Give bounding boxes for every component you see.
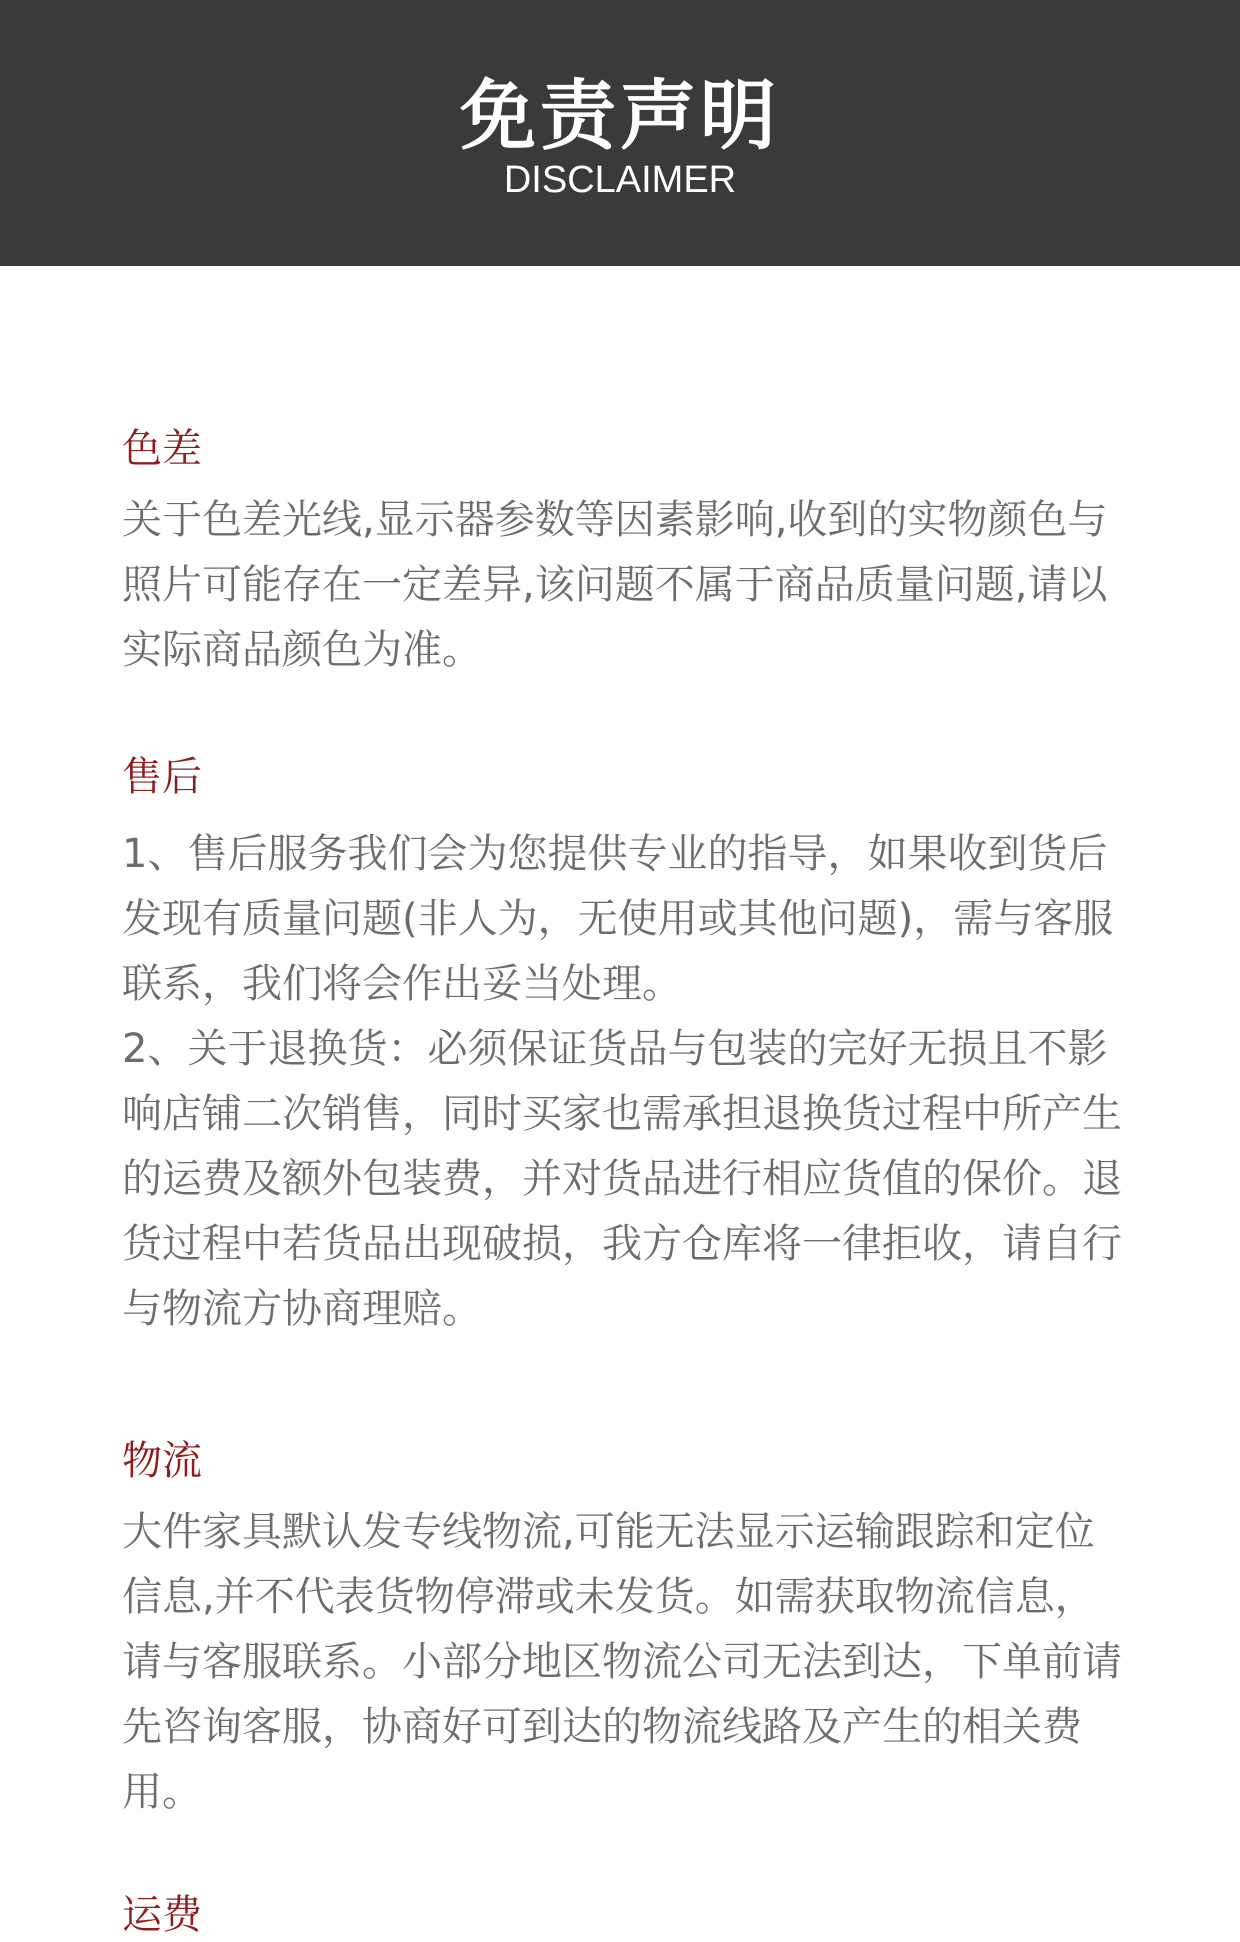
page-subtitle: DISCLAIMER	[503, 159, 737, 201]
section-paragraph: 大件家具默认发专线物流,可能无法显示运输跟踪和定位信息,并不代表货物停滞或未发货。如需获取物流信息，请与客服联系。小部分地区物流公司无法到达，下单前请先咨询客服，协商好可到达的物流线路及产生的相关费用。	[122, 1509, 1122, 1815]
page-title: 免责声明	[460, 71, 780, 160]
section-heading-shipping-fee: 运费	[122, 1892, 202, 1938]
disclaimer-content	[0, 266, 1240, 1938]
section-paragraph: 关于色差光线,显示器参数等因素影响,收到的实物颜色与照片可能存在一定差异,该问题不属于商品质量问题,请以实际商品颜色为准。	[122, 497, 1108, 673]
section-heading-logistics: 物流	[122, 1438, 202, 1484]
header-banner	[0, 0, 1240, 266]
section-body-logistics	[122, 1500, 1122, 1825]
section-paragraph: 1、售后服务我们会为您提供专业的指导，如果收到货后发现有质量问题(非人为，无使用或其他问题)，需与客服联系，我们将会作出妥当处理。	[122, 831, 1114, 1007]
section-body-color-difference	[122, 488, 1122, 683]
section-heading-after-sales: 售后	[122, 754, 202, 800]
section-paragraph: 2、关于退换货：必须保证货品与包装的完好无损且不影响店铺二次销售，同时买家也需承担退换货过程中所产生的运费及额外包装费，并对货品进行相应货值的保价。退货过程中若货品出现破损，我方仓库将一律拒收，请自行与物流方协商理赔。	[122, 1026, 1122, 1332]
section-heading-color-difference: 色差	[122, 426, 202, 472]
section-body-after-sales	[122, 822, 1122, 1342]
